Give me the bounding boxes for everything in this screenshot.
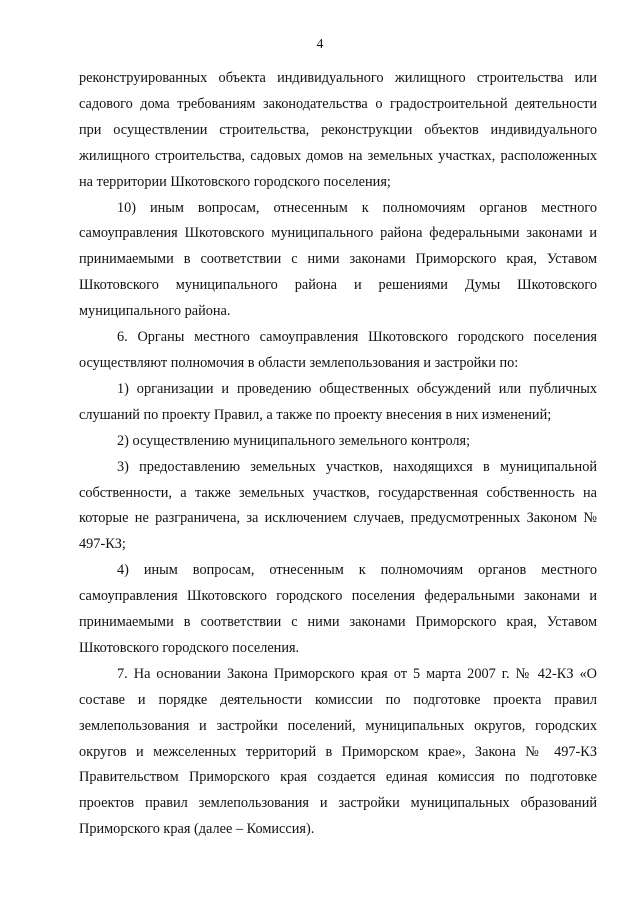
paragraph-section-7: 7. На основании Закона Приморского края от 5 марта 2007 г. № 42-КЗ «О составе и порядке деятельности комиссии по подготовке проекта правил землепользования и застройки поселений, муниципальных округов, городских округов и межселенных территорий в Приморском крае», Закона № 497-КЗ Правительством Приморского края создается единая комиссия по подготовке проектов правил землепользования и застройки муниципальных образований Приморского края (далее – Комиссия). bbox=[79, 665, 597, 838]
paragraph-item-10: 10) иным вопросам, отнесенным к полномочиям органов местного самоуправления Шкотовского муниципального района федеральными законами и принимаемыми в соответствии с ними законами Приморского края, Уставом Шкотовского муниципального района и решениями Думы Шкотовского муниципального района. bbox=[79, 199, 597, 320]
paragraph-section-6: 6. Органы местного самоуправления Шкотовского городского поселения осуществляют полномочия в области землепользования и застройки по: bbox=[79, 329, 597, 371]
paragraph-item-4: 4) иным вопросам, отнесенным к полномочиям органов местного самоуправления Шкотовского городского поселения федеральными законами и принимаемыми в соответствии с ними законами Приморского края, Уставом Шкотовского городского поселения. bbox=[79, 562, 597, 656]
paragraph-item-3: 3) предоставлению земельных участков, находящихся в муниципальной собственности, а также земельных участков, государственная собственность на которые не разграничена, за исключением случаев, предусмотренных Законом № 497-КЗ; bbox=[79, 458, 597, 553]
paragraph-continuation: реконструированных объекта индивидуального жилищного строительства или садового дома требованиям законодательства о градостроительной деятельности при осуществлении строительства, реконструкции объектов индивидуального жилищного строительства, садовых домов на земельных участках, расположенных на территории Шкотовского городского поселения; bbox=[79, 70, 597, 190]
paragraph-item-1: 1) организации и проведению общественных обсуждений или публичных слушаний по проекту Правил, а также по проекту внесения в них изменений; bbox=[79, 380, 597, 423]
page-number: 4 bbox=[316, 36, 324, 51]
paragraph-item-2: 2) осуществлению муниципального земельного контроля; bbox=[117, 432, 471, 449]
document-body bbox=[79, 66, 597, 843]
